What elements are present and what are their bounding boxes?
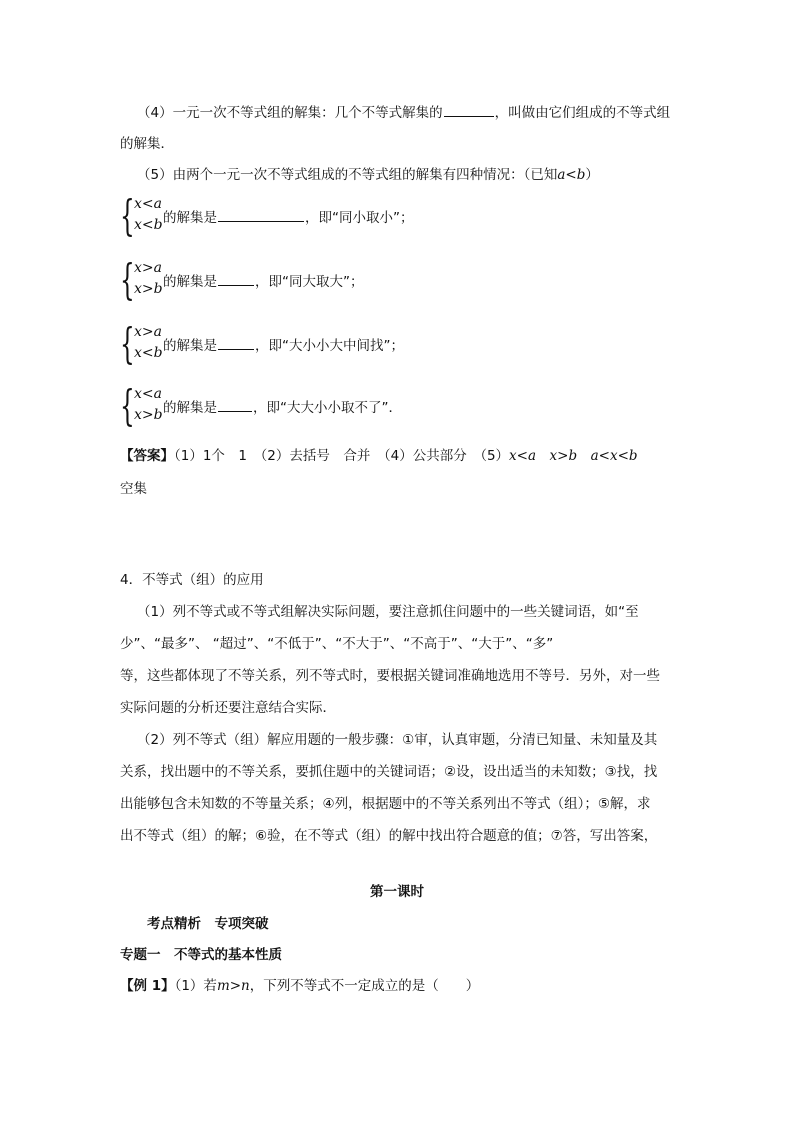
fill-blank[interactable]	[444, 102, 494, 117]
topic-heading: 专题一 不等式的基本性质	[120, 947, 282, 963]
brace-icon: {	[120, 191, 135, 240]
fill-blank[interactable]	[218, 335, 254, 350]
fill-blank[interactable]	[218, 271, 254, 286]
example-1: 【例 1】（1）若m>n，下列不等式不一定成立的是（ ）	[120, 978, 480, 994]
brace-icon: {	[120, 381, 135, 430]
section-heading: 4．不等式（组）的应用	[120, 572, 264, 588]
p5-intro: （5）由两个一元一次不等式组成的不等式组的解集有四种情况：（已知a<b）	[137, 167, 599, 183]
brace-icon: {	[120, 319, 135, 368]
p4-line2: 的解集．	[120, 136, 174, 152]
s4-p2-line: 出不等式（组）的解；⑥验，在不等式（组）的解中找出符合题意的值；⑦答，写出答案，	[120, 828, 658, 844]
s4-p2-line: （2）列不等式（组）解应用题的一般步骤：①审，认真审题，分清已知量、未知量及其	[137, 732, 658, 748]
lesson-title: 第一课时	[370, 884, 424, 900]
fill-blank[interactable]	[218, 207, 304, 222]
s4-p2-line: 出能够包含未知数的不等量关系；④列，根据题中的不等关系列出不等式（组）；⑤解，求	[120, 796, 651, 812]
s4-p1-line: （1）列不等式或不等式组解决实际问题，要注意抓住问题中的一些关键词语，如“至	[137, 604, 639, 620]
answer-line: 【答案】（1）1个 1 （2）去括号 合并 （4）公共部分 （5）x<a x>b a<x<b	[120, 448, 638, 464]
fill-blank[interactable]	[218, 397, 252, 412]
p4-line1: （4）一元一次不等式组的解集：几个不等式解集的 ，叫做由它们组成的不等式组	[137, 102, 670, 123]
s4-p1-line: 实际问题的分析还要注意结合实际．	[120, 700, 336, 716]
answer-line2: 空集	[120, 481, 147, 497]
brace-icon: {	[120, 255, 135, 304]
s4-p2-line: 关系，找出题中的不等关系，要抓住题中的关键词语；②设，设出适当的未知数；③找，找	[120, 764, 658, 780]
lesson-subtitle: 考点精析 专项突破	[147, 916, 269, 932]
s4-p1-line: 等，这些都体现了不等关系，列不等式时，要根据关键词准确地选用不等号．另外，对一些	[120, 668, 660, 684]
s4-p1-line: 少”、“最多”、 “超过”、“不低于”、“不大于”、“不高于”、“大于”、“多”	[120, 636, 554, 652]
